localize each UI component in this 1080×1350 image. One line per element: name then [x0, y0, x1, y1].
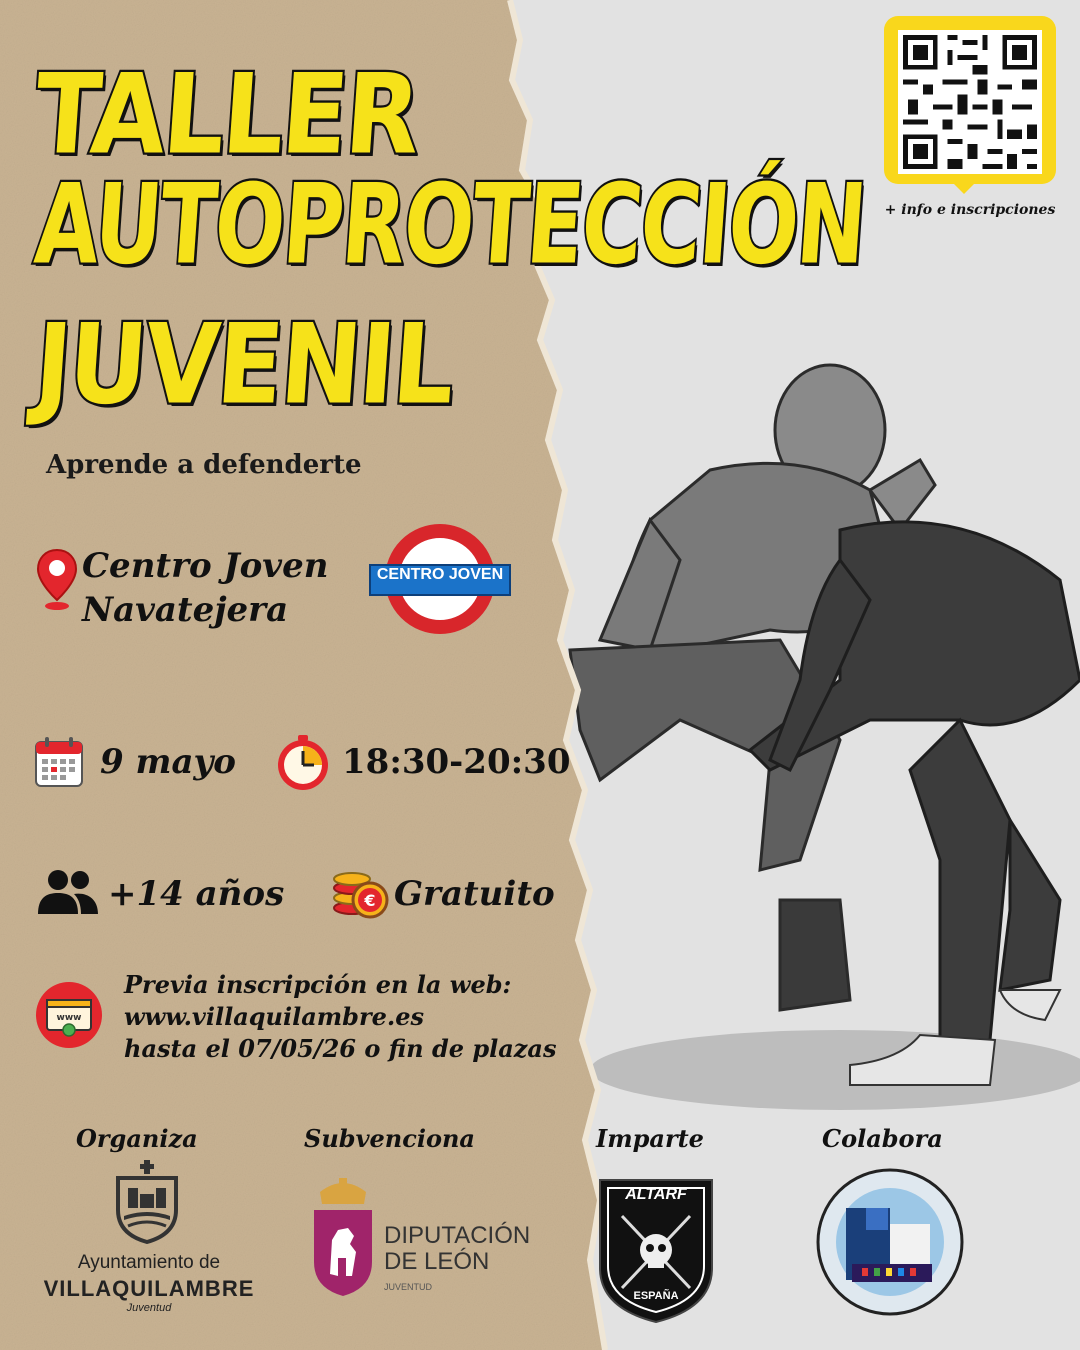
location-pin-icon	[36, 548, 78, 612]
subvenciona-line-3: JUVENTUD	[384, 1282, 433, 1292]
age-requirement: +14 años	[108, 874, 285, 914]
imparte-heading: Imparte	[596, 1124, 704, 1153]
organiza-line-2: VILLAQUILAMBRE	[43, 1276, 255, 1301]
coins-icon	[330, 866, 390, 920]
subvenciona-line-1: DIPUTACIÓN	[384, 1222, 531, 1249]
imparte-bottom-text: ESPAÑA	[633, 1290, 679, 1302]
users-icon	[36, 868, 100, 916]
subtitle: Aprende a defenderte	[46, 450, 362, 480]
colabora-heading: Colabora	[822, 1124, 943, 1153]
diputacion-leon-shield-logo	[308, 1178, 378, 1298]
registration-line-3: hasta el 07/05/26 o fin de plazas	[124, 1034, 557, 1063]
qr-caption: + info e inscripciones	[884, 202, 1056, 218]
title-line-2: AUTOPROTECCIÓN	[30, 160, 869, 289]
calendar-icon	[34, 736, 84, 788]
subvenciona-line-2: DE LEÓN	[384, 1248, 490, 1275]
location-line-1: Centro Joven	[82, 546, 329, 586]
organiza-heading: Organiza	[76, 1124, 198, 1153]
imparte-top-text: ALTARF	[625, 1186, 687, 1203]
registration-url[interactable]: www.villaquilambre.es	[124, 1002, 425, 1031]
qr-code-frame[interactable]	[884, 16, 1056, 184]
location-line-2: Navatejera	[82, 590, 289, 630]
event-date: 9 mayo	[100, 742, 236, 782]
villaquilambre-shield-logo	[112, 1160, 182, 1244]
qr-speech-tail	[950, 180, 978, 194]
title-line-3: JUVENIL	[30, 300, 457, 429]
svg-text:€: €	[364, 891, 376, 910]
title-line-1: TALLER	[30, 50, 423, 179]
registration-line-1: Previa inscripción en la web:	[124, 970, 512, 999]
event-time: 18:30-20:30	[342, 742, 571, 782]
www-label: www	[56, 1013, 82, 1023]
web-registration-icon	[34, 980, 104, 1050]
subvenciona-heading: Subvenciona	[304, 1124, 475, 1153]
consejo-juventud-logo	[816, 1168, 964, 1316]
organiza-line-1: Ayuntamiento de	[77, 1252, 221, 1273]
price: Gratuito	[394, 874, 555, 914]
qr-code[interactable]	[898, 30, 1042, 174]
centro-joven-sign-text: CENTRO JOVEN	[376, 566, 504, 583]
clock-icon	[274, 734, 332, 792]
organiza-line-3: Juventud	[126, 1302, 172, 1314]
